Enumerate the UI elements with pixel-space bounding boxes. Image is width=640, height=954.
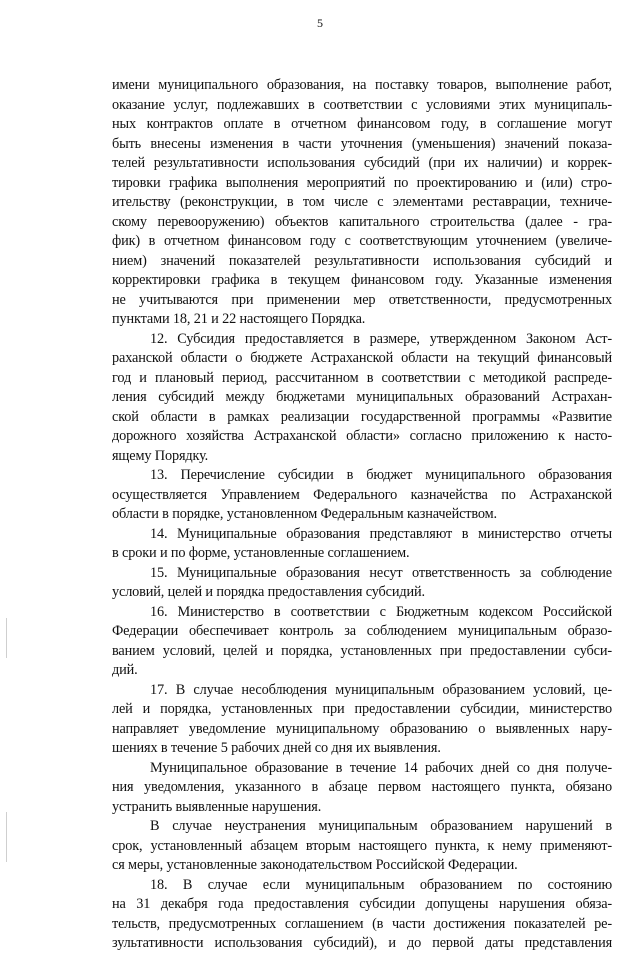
text-line: тельств, предусмотренных соглашением (в части достижения показателей ре-: [112, 915, 612, 932]
text-line: фик) в отчетном финансовом году с соответствующим уточнением (увеличе-: [112, 233, 612, 249]
text-line: ния уведомления, указанного в абзаце первом настоящего пункта, обязано: [112, 779, 612, 795]
text-line: лей и порядка, установленных при предоставлении субсидии, министерство: [112, 701, 612, 717]
text-line: 14. Муниципальные образования представляют в министерство отчеты: [150, 525, 612, 542]
text-line: 18. В случае если муниципальным образованием по состоянию: [150, 876, 612, 893]
text-line: 17. В случае несоблюдения муниципальным образованием условий, це-: [150, 681, 612, 698]
text-line: В случае неустранения муниципальным образованием нарушений в: [150, 818, 612, 834]
text-line: нием) значений показателей результативности использования субсидий и: [112, 252, 612, 269]
text-line: дорожного хозяйства Астраханской области» согласно приложению к насто-: [112, 428, 612, 444]
text-line: пунктами 18, 21 и 22 настоящего Порядка.: [112, 311, 366, 327]
text-line: 13. Перечисление субсидии в бюджет муниципального образования: [150, 467, 612, 483]
text-line: направляет уведомление муниципальному образованию о выявленных нару-: [112, 720, 612, 737]
scan-margin-mark: [6, 812, 7, 862]
text-line: Муниципальное образование в течение 14 рабочих дней со дня получе-: [150, 759, 612, 776]
text-line: осуществляется Управлением Федерального казначейства по Астраханской: [112, 486, 612, 503]
text-line: в сроки и по форме, установленные соглашением.: [112, 545, 410, 561]
text-line: зультативности использования субсидий), и до первой даты представления: [112, 935, 612, 951]
text-line: ительству (реконструкции, в том числе с элементами реставрации, техниче-: [112, 194, 612, 210]
text-line: условий, целей и порядка предоставления субсидий.: [112, 584, 425, 600]
text-line: раханской области о бюджете Астраханской области на текущий финансовый: [112, 350, 612, 366]
text-line: имени муниципального образования, на поставку товаров, выполнение работ,: [112, 77, 612, 93]
text-line: ванием условий, целей и порядка, установленных при предоставлении субси-: [112, 642, 612, 659]
text-line: ся меры, установленные законодательством Российской Федерации.: [112, 857, 518, 873]
text-line: на 31 декабря года предоставления субсидии допущены нарушения обяза-: [112, 896, 612, 912]
text-line: Федерации обеспечивает контроль за соблюдением муниципальным образо-: [112, 623, 612, 639]
text-line: дий.: [112, 662, 138, 678]
document-body: [112, 76, 612, 954]
text-line: области в порядке, установленном Федеральным казначейством.: [112, 506, 497, 522]
text-line: год и плановый период, рассчитанном в соответствии с методикой распреде-: [112, 369, 612, 386]
text-line: ящему Порядку.: [112, 447, 209, 464]
text-line: оказание услуг, подлежавших в соответствии с условиями этих муниципаль-: [112, 96, 612, 113]
text-line: ления субсидий между бюджетами муниципальных образований Астрахан-: [112, 389, 612, 405]
text-line: устранить выявленные нарушения.: [112, 798, 322, 815]
text-line: шениях в течение 5 рабочих дней со дня их выявления.: [112, 740, 441, 756]
page-number: 5: [317, 16, 323, 30]
text-line: ных контрактов оплате в отчетном финансовом году, в соглашение могут: [112, 116, 612, 132]
scan-margin-mark: [6, 618, 7, 658]
text-line: 12. Субсидия предоставляется в размере, утвержденном Законом Аст-: [150, 330, 612, 347]
text-line: ской области в рамках реализации государственной программы «Развитие: [112, 408, 612, 425]
text-line: 16. Министерство в соответствии с Бюджетным кодексом Российской: [150, 603, 612, 620]
text-line: тировки графика выполнения мероприятий по проектированию и (или) стро-: [112, 174, 612, 191]
text-line: корректировки графика в текущем финансовом году. Указанные изменения: [112, 272, 612, 288]
text-line: телей результативности использования субсидий (при их наличии) и коррек-: [112, 155, 612, 171]
text-line: не учитываются при применении мер ответственности, предусмотренных: [112, 291, 612, 308]
text-line: быть внесены изменения в части уточнения (уменьшения) значений показа-: [112, 135, 612, 152]
text-line: скому перевооружению) объектов капитального строительства (далее - гра-: [112, 213, 612, 230]
text-line: 15. Муниципальные образования несут ответственность за соблюдение: [150, 564, 612, 581]
text-line: срок, установленный абзацем вторым настоящего пункта, к нему применяют-: [112, 837, 612, 854]
